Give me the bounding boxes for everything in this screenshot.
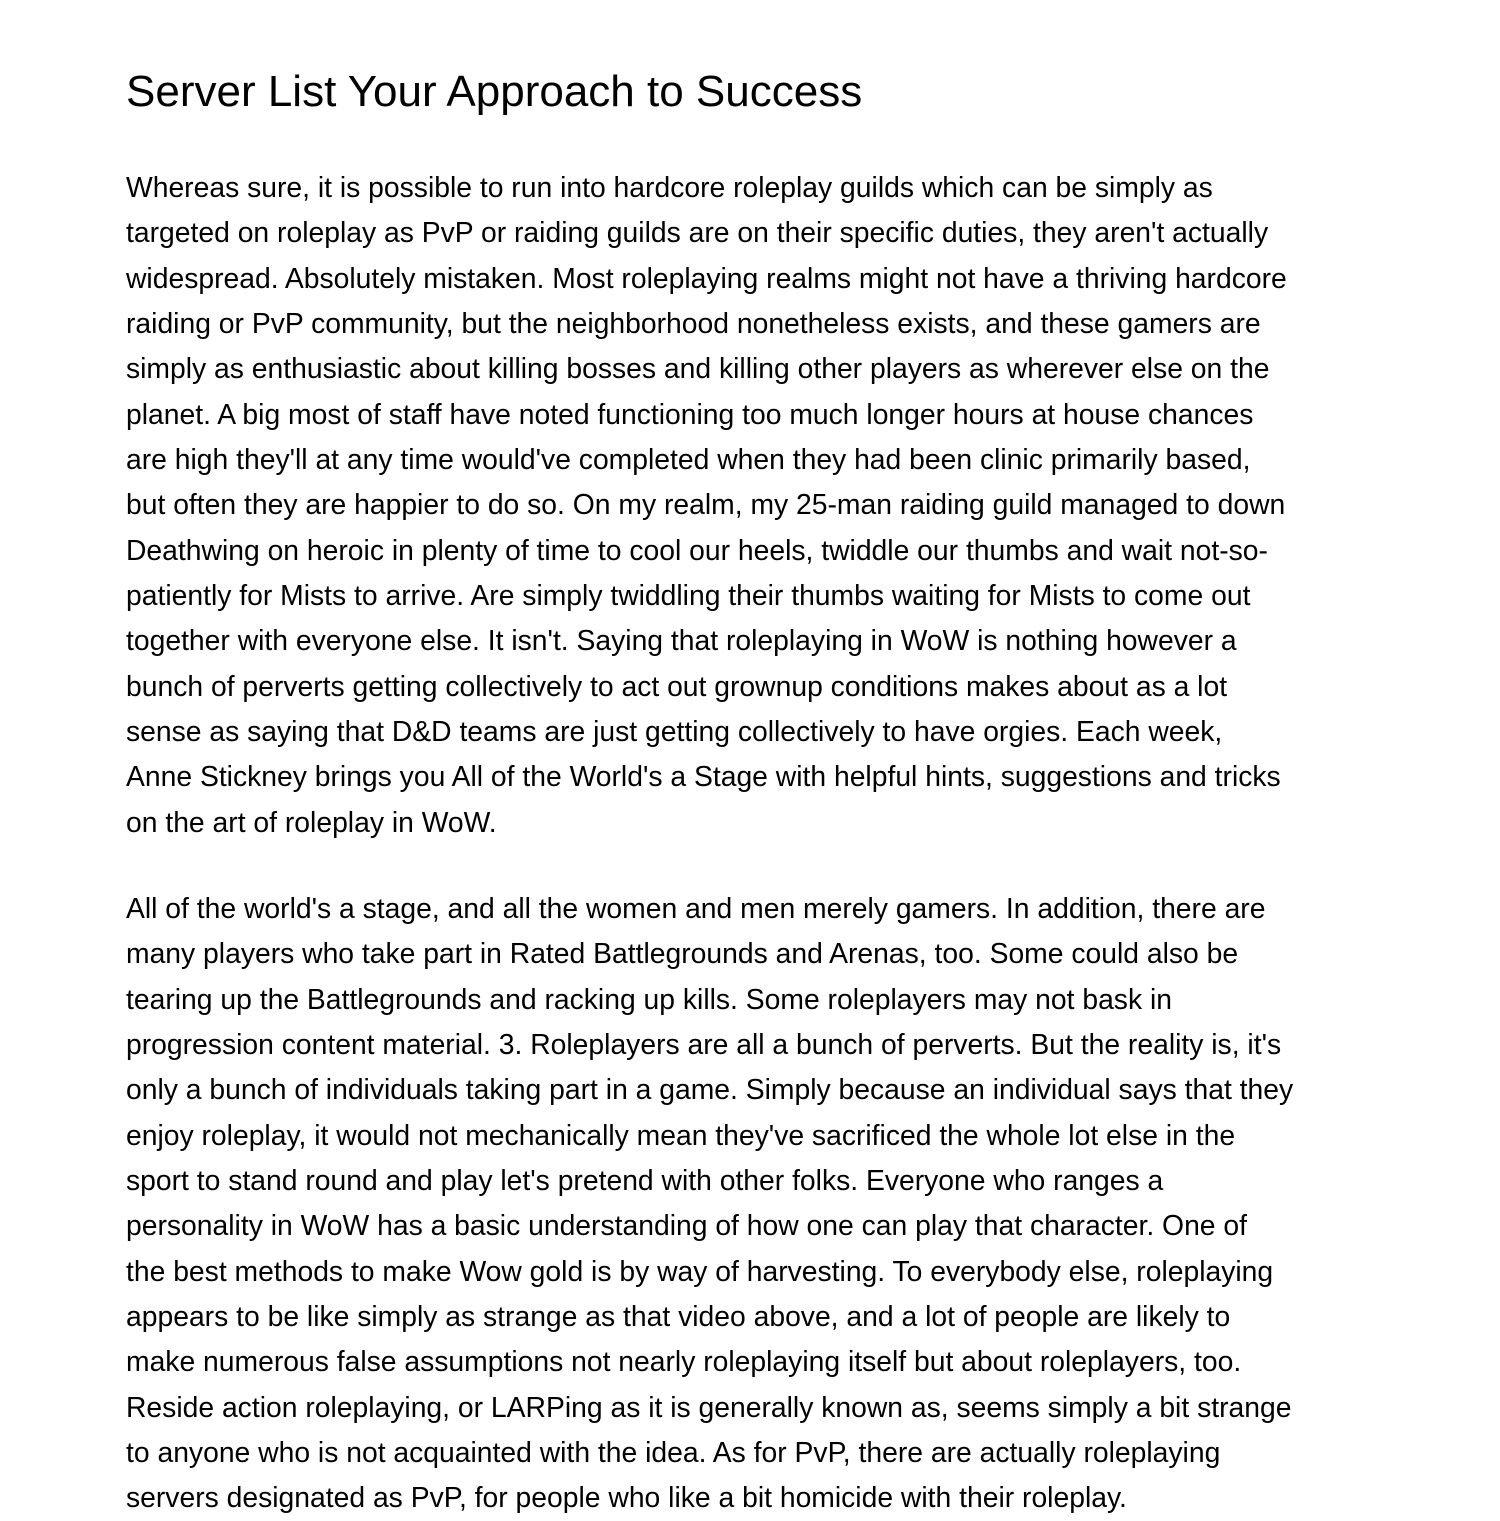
text-line: bunch of perverts getting collectively to act out grownup conditions makes about as a lot — [126, 669, 1228, 702]
text-line: the best methods to make Wow gold is by way of harvesting. To everybody else, roleplaying — [126, 1254, 1274, 1287]
text-line: widespread. Absolutely mistaken. Most roleplaying realms might not have a thriving hardcore — [126, 261, 1287, 294]
text-line: to anyone who is not acquainted with the idea. As for PvP, there are actually roleplaying — [126, 1436, 1221, 1469]
text-line: enjoy roleplay, it would not mechanically mean they've sacrificed the whole lot else in the — [126, 1118, 1236, 1151]
text-line: but often they are happier to do so. On my realm, my 25-man raiding guild managed to down — [126, 488, 1286, 521]
paragraph-1 — [126, 165, 1287, 845]
text-line: planet. A big most of staff have noted functioning too much longer hours at house chances — [126, 397, 1254, 430]
text-line: Anne Stickney brings you All of the World's a Stage with helpful hints, suggestions and tricks — [126, 760, 1281, 793]
text-line: personality in WoW has a basic understanding of how one can play that character. One of — [126, 1209, 1248, 1242]
text-line: Reside action roleplaying, or LARPing as it is generally known as, seems simply a bit strange — [126, 1390, 1292, 1423]
text-line: progression content material. 3. Roleplayers are all a bunch of perverts. But the reality is, it's — [126, 1028, 1282, 1061]
text-line: targeted on roleplay as PvP or raiding guilds are on their specific duties, they aren't actually — [126, 216, 1269, 249]
text-line: appears to be like simply as strange as that video above, and a lot of people are likely to — [126, 1300, 1231, 1333]
text-line: sense as saying that D&D teams are just getting collectively to have orgies. Each week, — [126, 715, 1223, 748]
text-line: servers designated as PvP, for people who like a bit homicide with their roleplay. — [126, 1481, 1127, 1514]
text-line: simply as enthusiastic about killing bosses and killing other players as wherever else on the — [126, 352, 1270, 385]
text-line: sport to stand round and play let's pretend with other folks. Everyone who ranges a — [126, 1164, 1164, 1197]
text-line: on the art of roleplay in WoW. — [126, 805, 497, 838]
text-line: make numerous false assumptions not nearly roleplaying itself but about roleplayers, too. — [126, 1345, 1242, 1378]
text-line: together with everyone else. It isn't. Saying that roleplaying in WoW is nothing however a — [126, 624, 1237, 657]
text-line: Deathwing on heroic in plenty of time to cool our heels, twiddle our thumbs and wait not-so- — [126, 533, 1268, 566]
text-line: All of the world's a stage, and all the women and men merely gamers. In addition, there are — [126, 892, 1266, 924]
text-line: Whereas sure, it is possible to run into hardcore roleplay guilds which can be simply as — [126, 171, 1213, 203]
text-line: tearing up the Battlegrounds and racking up kills. Some roleplayers may not bask in — [126, 982, 1172, 1015]
text-line: are high they'll at any time would've completed when they had been clinic primarily based, — [126, 443, 1251, 476]
text-line: patiently for Mists to arrive. Are simply twiddling their thumbs waiting for Mists to come out — [126, 579, 1251, 612]
text-line: raiding or PvP community, but the neighborhood nonetheless exists, and these gamers are — [126, 307, 1261, 340]
page-title: Server List Your Approach to Success — [126, 67, 863, 116]
paragraph-2 — [126, 886, 1293, 1521]
text-line: only a bunch of individuals taking part in a game. Simply because an individual says that they — [126, 1073, 1294, 1106]
text-line: many players who take part in Rated Battlegrounds and Arenas, too. Some could also be — [126, 937, 1239, 970]
